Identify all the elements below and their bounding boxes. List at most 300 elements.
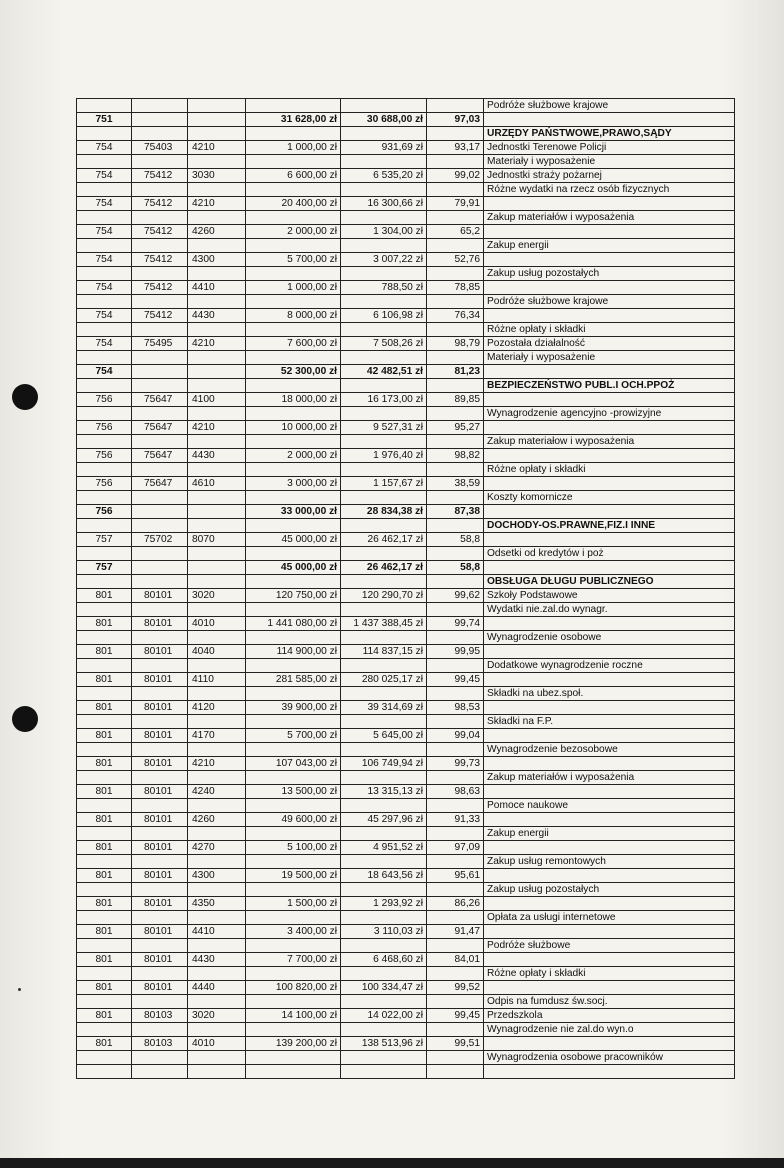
executed-amount-cell: 106 749,94 zł	[341, 757, 427, 771]
dzial-cell: 801	[77, 729, 132, 743]
plan-amount-cell: 5 700,00 zł	[246, 253, 341, 267]
table-row	[77, 701, 735, 715]
dzial-cell	[77, 855, 132, 869]
executed-amount-cell: 45 297,96 zł	[341, 813, 427, 827]
plan-amount-cell: 20 400,00 zł	[246, 197, 341, 211]
description-cell: Jednostki Terenowe Policji	[484, 141, 735, 155]
description-cell: Dodatkowe wynagrodzenie roczne	[484, 659, 735, 673]
table-row	[77, 743, 735, 757]
plan-amount-cell: 1 000,00 zł	[246, 141, 341, 155]
rozdzial-cell	[132, 659, 188, 673]
paragraf-cell: 4210	[188, 421, 246, 435]
rozdzial-cell: 75412	[132, 225, 188, 239]
plan-amount-cell	[246, 743, 341, 757]
paragraf-cell: 4010	[188, 617, 246, 631]
executed-amount-cell	[341, 491, 427, 505]
executed-amount-cell	[341, 323, 427, 337]
dzial-cell: 801	[77, 701, 132, 715]
dzial-cell	[77, 1065, 132, 1079]
percent-cell	[427, 995, 484, 1009]
rozdzial-cell	[132, 295, 188, 309]
table-row	[77, 687, 735, 701]
description-cell	[484, 421, 735, 435]
dzial-cell: 754	[77, 141, 132, 155]
paragraf-cell: 4410	[188, 281, 246, 295]
paragraf-cell: 4300	[188, 253, 246, 267]
table-row	[77, 799, 735, 813]
paragraf-cell: 4120	[188, 701, 246, 715]
plan-amount-cell	[246, 575, 341, 589]
percent-cell	[427, 1023, 484, 1037]
table-row	[77, 491, 735, 505]
plan-amount-cell	[246, 351, 341, 365]
plan-amount-cell: 10 000,00 zł	[246, 421, 341, 435]
rozdzial-cell	[132, 463, 188, 477]
percent-cell: 84,01	[427, 953, 484, 967]
plan-amount-cell	[246, 463, 341, 477]
table-row	[77, 953, 735, 967]
table-row	[77, 1065, 735, 1079]
table-row	[77, 911, 735, 925]
paragraf-cell: 3030	[188, 169, 246, 183]
plan-amount-cell	[246, 715, 341, 729]
description-cell: Zakup energii	[484, 239, 735, 253]
executed-amount-cell	[341, 715, 427, 729]
description-cell: Przedszkola	[484, 1009, 735, 1023]
rozdzial-cell: 75403	[132, 141, 188, 155]
executed-amount-cell	[341, 519, 427, 533]
executed-amount-cell	[341, 155, 427, 169]
dzial-cell: 801	[77, 1009, 132, 1023]
table-row	[77, 225, 735, 239]
table-row	[77, 141, 735, 155]
percent-cell	[427, 519, 484, 533]
description-cell: Zakup energii	[484, 827, 735, 841]
percent-cell: 99,52	[427, 981, 484, 995]
table-row	[77, 869, 735, 883]
dzial-cell	[77, 827, 132, 841]
plan-amount-cell	[246, 631, 341, 645]
dzial-cell	[77, 1023, 132, 1037]
rozdzial-cell	[132, 155, 188, 169]
description-cell: DOCHODY-OS.PRAWNE,FIZ.I INNE	[484, 519, 735, 533]
paragraf-cell	[188, 995, 246, 1009]
paragraf-cell	[188, 575, 246, 589]
description-cell: Podróże służbowe krajowe	[484, 99, 735, 113]
dzial-cell	[77, 603, 132, 617]
paragraf-cell	[188, 113, 246, 127]
paragraf-cell	[188, 799, 246, 813]
plan-amount-cell: 8 000,00 zł	[246, 309, 341, 323]
executed-amount-cell: 1 293,92 zł	[341, 897, 427, 911]
plan-amount-cell	[246, 435, 341, 449]
percent-cell: 86,26	[427, 897, 484, 911]
paragraf-cell	[188, 127, 246, 141]
plan-amount-cell	[246, 1051, 341, 1065]
plan-amount-cell: 52 300,00 zł	[246, 365, 341, 379]
dzial-cell	[77, 211, 132, 225]
table-row	[77, 659, 735, 673]
description-cell: Zakup usług remontowych	[484, 855, 735, 869]
description-cell: Jednostki straży pożarnej	[484, 169, 735, 183]
dzial-cell	[77, 659, 132, 673]
plan-amount-cell	[246, 379, 341, 393]
description-cell: Szkoły Podstawowe	[484, 589, 735, 603]
description-cell: Wydatki nie.zal.do wynagr.	[484, 603, 735, 617]
table-row	[77, 967, 735, 981]
dzial-cell	[77, 407, 132, 421]
executed-amount-cell	[341, 687, 427, 701]
plan-amount-cell: 18 000,00 zł	[246, 393, 341, 407]
rozdzial-cell	[132, 883, 188, 897]
percent-cell	[427, 379, 484, 393]
description-cell	[484, 253, 735, 267]
paragraf-cell	[188, 267, 246, 281]
rozdzial-cell: 80103	[132, 1009, 188, 1023]
paragraf-cell	[188, 883, 246, 897]
executed-amount-cell: 16 173,00 zł	[341, 393, 427, 407]
table-body	[77, 99, 735, 1079]
table-row	[77, 785, 735, 799]
dzial-cell	[77, 323, 132, 337]
percent-cell: 52,76	[427, 253, 484, 267]
executed-amount-cell	[341, 799, 427, 813]
percent-cell: 97,03	[427, 113, 484, 127]
executed-amount-cell: 1 304,00 zł	[341, 225, 427, 239]
dzial-cell	[77, 771, 132, 785]
dzial-cell	[77, 155, 132, 169]
plan-amount-cell	[246, 323, 341, 337]
description-cell: Wynagrodzenie nie zal.do wyn.o	[484, 1023, 735, 1037]
plan-amount-cell: 3 400,00 zł	[246, 925, 341, 939]
dzial-cell: 801	[77, 981, 132, 995]
executed-amount-cell	[341, 183, 427, 197]
executed-amount-cell	[341, 967, 427, 981]
dzial-cell: 756	[77, 505, 132, 519]
dzial-cell: 754	[77, 169, 132, 183]
plan-amount-cell	[246, 771, 341, 785]
dzial-cell	[77, 379, 132, 393]
dzial-cell: 756	[77, 421, 132, 435]
table-row	[77, 211, 735, 225]
executed-amount-cell: 39 314,69 zł	[341, 701, 427, 715]
rozdzial-cell: 75495	[132, 337, 188, 351]
percent-cell: 87,38	[427, 505, 484, 519]
percent-cell: 99,62	[427, 589, 484, 603]
rozdzial-cell: 80101	[132, 757, 188, 771]
plan-amount-cell: 281 585,00 zł	[246, 673, 341, 687]
dzial-cell: 754	[77, 225, 132, 239]
description-cell: Zakup materiałow i wyposażenia	[484, 435, 735, 449]
dzial-cell	[77, 743, 132, 757]
description-cell: Różne opłaty i składki	[484, 463, 735, 477]
plan-amount-cell: 1 000,00 zł	[246, 281, 341, 295]
plan-amount-cell: 3 000,00 zł	[246, 477, 341, 491]
paragraf-cell: 4300	[188, 869, 246, 883]
description-cell: Różne opłaty i składki	[484, 967, 735, 981]
rozdzial-cell: 75647	[132, 393, 188, 407]
percent-cell	[427, 267, 484, 281]
dzial-cell: 801	[77, 617, 132, 631]
description-cell: Zakup usług pozostałych	[484, 883, 735, 897]
description-cell: Zakup materiałów i wyposażenia	[484, 211, 735, 225]
paragraf-cell: 4430	[188, 953, 246, 967]
executed-amount-cell	[341, 351, 427, 365]
dzial-cell: 754	[77, 253, 132, 267]
percent-cell	[427, 715, 484, 729]
paragraf-cell: 4170	[188, 729, 246, 743]
percent-cell	[427, 127, 484, 141]
description-cell: Składki na F.P.	[484, 715, 735, 729]
plan-amount-cell	[246, 491, 341, 505]
description-cell	[484, 365, 735, 379]
rozdzial-cell	[132, 239, 188, 253]
executed-amount-cell: 16 300,66 zł	[341, 197, 427, 211]
percent-cell: 58,8	[427, 561, 484, 575]
plan-amount-cell	[246, 659, 341, 673]
table-row	[77, 827, 735, 841]
plan-amount-cell: 7 700,00 zł	[246, 953, 341, 967]
table-row	[77, 939, 735, 953]
dzial-cell	[77, 519, 132, 533]
paragraf-cell	[188, 631, 246, 645]
percent-cell	[427, 687, 484, 701]
dzial-cell: 754	[77, 365, 132, 379]
executed-amount-cell	[341, 1023, 427, 1037]
description-cell: Wynagrodzenia osobowe pracowników	[484, 1051, 735, 1065]
punch-hole-top	[12, 384, 38, 410]
percent-cell	[427, 1065, 484, 1079]
executed-amount-cell: 9 527,31 zł	[341, 421, 427, 435]
paragraf-cell	[188, 211, 246, 225]
description-cell: Materiały i wyposażenie	[484, 351, 735, 365]
rozdzial-cell	[132, 855, 188, 869]
table-row	[77, 407, 735, 421]
executed-amount-cell	[341, 575, 427, 589]
punch-hole-bottom	[12, 706, 38, 732]
paragraf-cell	[188, 659, 246, 673]
plan-amount-cell: 6 600,00 zł	[246, 169, 341, 183]
percent-cell	[427, 407, 484, 421]
description-cell	[484, 897, 735, 911]
paragraf-cell	[188, 911, 246, 925]
rozdzial-cell: 80101	[132, 869, 188, 883]
plan-amount-cell	[246, 1065, 341, 1079]
paragraf-cell: 4110	[188, 673, 246, 687]
table-row	[77, 197, 735, 211]
plan-amount-cell	[246, 239, 341, 253]
percent-cell	[427, 855, 484, 869]
rozdzial-cell	[132, 435, 188, 449]
description-cell: Pozostała działalność	[484, 337, 735, 351]
rozdzial-cell: 75412	[132, 309, 188, 323]
paragraf-cell: 3020	[188, 589, 246, 603]
scan-bottom-edge	[0, 1158, 784, 1168]
rozdzial-cell: 80101	[132, 981, 188, 995]
percent-cell	[427, 575, 484, 589]
table-row	[77, 463, 735, 477]
plan-amount-cell	[246, 799, 341, 813]
percent-cell: 99,04	[427, 729, 484, 743]
executed-amount-cell	[341, 211, 427, 225]
dzial-cell: 801	[77, 589, 132, 603]
percent-cell: 99,73	[427, 757, 484, 771]
description-cell: Zakup usług pozostałych	[484, 267, 735, 281]
description-cell: Koszty komornicze	[484, 491, 735, 505]
paragraf-cell: 4010	[188, 1037, 246, 1051]
percent-cell	[427, 939, 484, 953]
percent-cell: 91,33	[427, 813, 484, 827]
executed-amount-cell	[341, 911, 427, 925]
rozdzial-cell	[132, 561, 188, 575]
plan-amount-cell: 1 441 080,00 zł	[246, 617, 341, 631]
table-row	[77, 323, 735, 337]
rozdzial-cell	[132, 575, 188, 589]
percent-cell	[427, 323, 484, 337]
table-row	[77, 379, 735, 393]
description-cell	[484, 225, 735, 239]
rozdzial-cell	[132, 323, 188, 337]
table-row	[77, 603, 735, 617]
rozdzial-cell	[132, 743, 188, 757]
paragraf-cell	[188, 463, 246, 477]
paragraf-cell	[188, 155, 246, 169]
table-row	[77, 757, 735, 771]
dzial-cell: 801	[77, 757, 132, 771]
description-cell: Składki na ubez.społ.	[484, 687, 735, 701]
percent-cell	[427, 771, 484, 785]
rozdzial-cell	[132, 827, 188, 841]
plan-amount-cell	[246, 407, 341, 421]
percent-cell: 89,85	[427, 393, 484, 407]
plan-amount-cell	[246, 1023, 341, 1037]
dzial-cell: 757	[77, 533, 132, 547]
executed-amount-cell: 28 834,38 zł	[341, 505, 427, 519]
executed-amount-cell	[341, 127, 427, 141]
table-row	[77, 715, 735, 729]
rozdzial-cell: 75412	[132, 281, 188, 295]
dzial-cell: 801	[77, 673, 132, 687]
percent-cell: 76,34	[427, 309, 484, 323]
plan-amount-cell: 1 500,00 zł	[246, 897, 341, 911]
paragraf-cell: 8070	[188, 533, 246, 547]
percent-cell	[427, 911, 484, 925]
description-cell	[484, 813, 735, 827]
dzial-cell: 801	[77, 897, 132, 911]
dzial-cell	[77, 463, 132, 477]
table-row	[77, 505, 735, 519]
dzial-cell	[77, 1051, 132, 1065]
rozdzial-cell: 75647	[132, 477, 188, 491]
table-row	[77, 813, 735, 827]
plan-amount-cell: 14 100,00 zł	[246, 1009, 341, 1023]
dzial-cell: 801	[77, 925, 132, 939]
table-row	[77, 925, 735, 939]
description-cell	[484, 309, 735, 323]
percent-cell	[427, 547, 484, 561]
paragraf-cell: 4270	[188, 841, 246, 855]
plan-amount-cell	[246, 99, 341, 113]
paragraf-cell	[188, 967, 246, 981]
executed-amount-cell: 114 837,15 zł	[341, 645, 427, 659]
dzial-cell: 801	[77, 953, 132, 967]
paragraf-cell	[188, 505, 246, 519]
description-cell	[484, 1065, 735, 1079]
table-row	[77, 589, 735, 603]
table-row	[77, 113, 735, 127]
rozdzial-cell: 75647	[132, 421, 188, 435]
rozdzial-cell	[132, 127, 188, 141]
rozdzial-cell: 80101	[132, 673, 188, 687]
dzial-cell: 756	[77, 449, 132, 463]
executed-amount-cell: 6 535,20 zł	[341, 169, 427, 183]
description-cell	[484, 477, 735, 491]
percent-cell: 98,53	[427, 701, 484, 715]
paragraf-cell	[188, 771, 246, 785]
paragraf-cell	[188, 379, 246, 393]
table-row	[77, 295, 735, 309]
description-cell: Pomoce naukowe	[484, 799, 735, 813]
plan-amount-cell	[246, 911, 341, 925]
description-cell	[484, 785, 735, 799]
plan-amount-cell	[246, 211, 341, 225]
rozdzial-cell	[132, 351, 188, 365]
dzial-cell	[77, 99, 132, 113]
executed-amount-cell	[341, 379, 427, 393]
dzial-cell	[77, 127, 132, 141]
rozdzial-cell: 80101	[132, 925, 188, 939]
dzial-cell	[77, 547, 132, 561]
description-cell: OBSŁUGA DŁUGU PUBLICZNEGO	[484, 575, 735, 589]
paragraf-cell: 4610	[188, 477, 246, 491]
percent-cell	[427, 463, 484, 477]
percent-cell: 65,2	[427, 225, 484, 239]
paragraf-cell: 4260	[188, 225, 246, 239]
description-cell	[484, 841, 735, 855]
plan-amount-cell: 39 900,00 zł	[246, 701, 341, 715]
executed-amount-cell	[341, 267, 427, 281]
dzial-cell: 756	[77, 393, 132, 407]
percent-cell: 98,63	[427, 785, 484, 799]
percent-cell	[427, 99, 484, 113]
executed-amount-cell: 6 106,98 zł	[341, 309, 427, 323]
paragraf-cell	[188, 547, 246, 561]
percent-cell	[427, 183, 484, 197]
executed-amount-cell: 120 290,70 zł	[341, 589, 427, 603]
rozdzial-cell: 80101	[132, 841, 188, 855]
executed-amount-cell: 3 110,03 zł	[341, 925, 427, 939]
percent-cell: 58,8	[427, 533, 484, 547]
description-cell	[484, 393, 735, 407]
plan-amount-cell	[246, 855, 341, 869]
description-cell	[484, 617, 735, 631]
table-row	[77, 841, 735, 855]
rozdzial-cell: 75412	[132, 169, 188, 183]
plan-amount-cell	[246, 603, 341, 617]
description-cell	[484, 729, 735, 743]
table-row	[77, 365, 735, 379]
percent-cell	[427, 743, 484, 757]
percent-cell: 81,23	[427, 365, 484, 379]
executed-amount-cell: 1 976,40 zł	[341, 449, 427, 463]
description-cell: Różne wydatki na rzecz osób fizycznych	[484, 183, 735, 197]
executed-amount-cell	[341, 295, 427, 309]
paragraf-cell: 4100	[188, 393, 246, 407]
executed-amount-cell	[341, 239, 427, 253]
paragraf-cell: 4440	[188, 981, 246, 995]
paragraf-cell	[188, 519, 246, 533]
percent-cell: 99,95	[427, 645, 484, 659]
